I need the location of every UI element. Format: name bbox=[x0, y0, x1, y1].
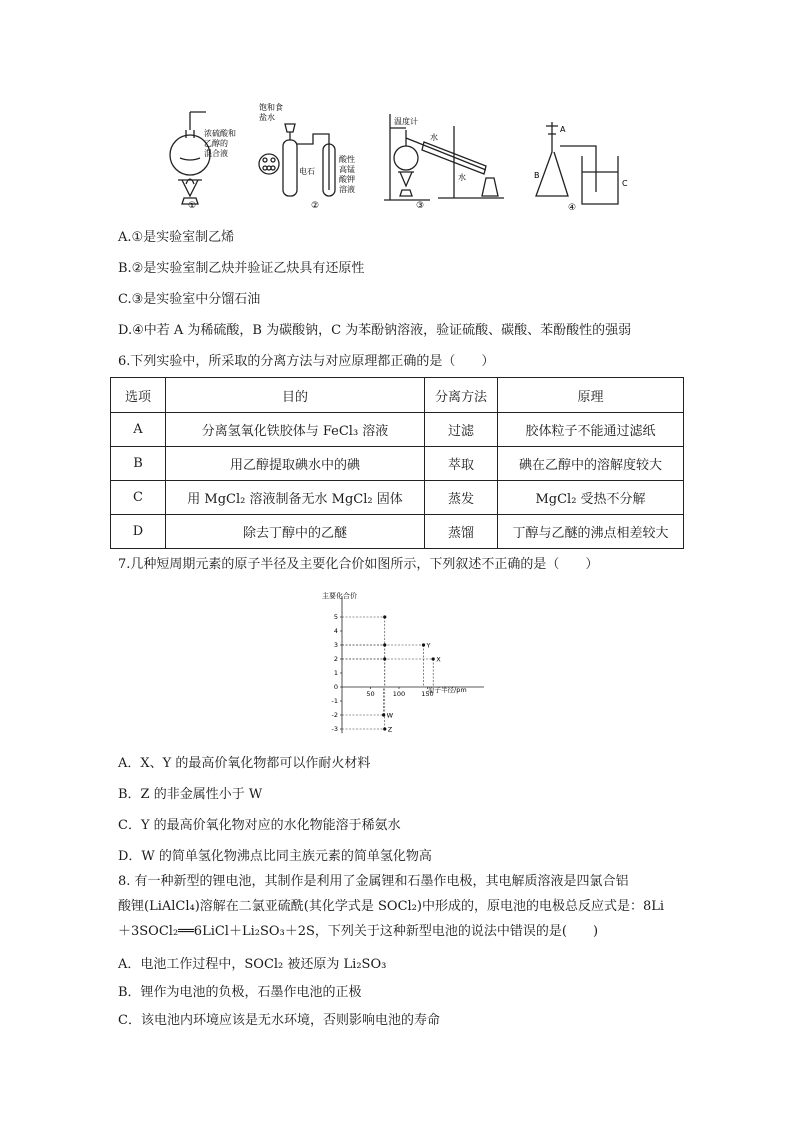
chart-y-tick-label: 3 bbox=[333, 641, 338, 650]
q7-option-a: A．X、Y 的最高价氧化物都可以作耐火材料 bbox=[118, 756, 371, 771]
chart-point bbox=[383, 643, 386, 646]
fig3-thermometer-label: 温度计 bbox=[394, 117, 418, 126]
fig3-water-label-1: 水 bbox=[430, 133, 438, 142]
fig2-right-label-line4: 溶液 bbox=[339, 185, 355, 194]
chart-y-tick-label: 5 bbox=[333, 613, 338, 622]
q8-line-1: 8. 有一种新型的锂电池，其制作是利用了金属锂和石墨作电极，其电解质溶液是四氯合铝 bbox=[118, 874, 629, 889]
table-row bbox=[111, 447, 684, 481]
cell-method: 萃取 bbox=[425, 447, 498, 481]
fig2-right-label-line2: 高锰 bbox=[339, 165, 355, 174]
chart-point bbox=[422, 643, 425, 646]
fig3-number: ③ bbox=[416, 201, 425, 210]
chart-x-tick-label: 150 bbox=[421, 690, 434, 698]
q8-option-b: B．锂作为电池的负极，石墨作电池的正极 bbox=[118, 985, 362, 1000]
table-header-row bbox=[111, 378, 684, 413]
cell-method: 过滤 bbox=[425, 413, 498, 447]
cell-method: 蒸发 bbox=[425, 481, 498, 515]
chart-point-label: W bbox=[386, 711, 394, 720]
cell-purpose: 用乙醇提取碘水中的碘 bbox=[166, 447, 425, 481]
fig2-top-label-line2: 盐水 bbox=[259, 113, 275, 122]
chart-y-tick-label: 0 bbox=[333, 683, 338, 692]
fig1-number: ① bbox=[188, 201, 197, 210]
q6-table bbox=[110, 377, 684, 549]
q7-stem: 7.几种短周期元素的原子半径及主要化合价如图所示，下列叙述不正确的是（ ） bbox=[118, 557, 599, 572]
fig1-label-line1: 浓硫酸和 bbox=[204, 129, 236, 138]
apparatus-figure-2 bbox=[255, 100, 365, 210]
header-principle: 原理 bbox=[498, 378, 684, 413]
chart-ylabel: 主要化合价 bbox=[322, 592, 357, 600]
cell-principle: 丁醇与乙醚的沸点相差较大 bbox=[498, 515, 684, 549]
cell-option: A bbox=[111, 413, 166, 447]
table-row bbox=[111, 481, 684, 515]
cell-purpose: 除去丁醇中的乙醚 bbox=[166, 515, 425, 549]
q7-option-c: C．Y 的最高价氧化物对应的水化物能溶于稀氨水 bbox=[118, 818, 401, 833]
q8-line-2: 酸锂(LiAlCl₄)溶解在二氯亚硫酰(其化学式是 SOCl₂)中形成的，原电池的电极总反应式是：8Li bbox=[118, 899, 665, 914]
chart-y-tick-label: -1 bbox=[331, 697, 338, 706]
fig4-number: ④ bbox=[568, 203, 577, 212]
chart-point-label: X bbox=[436, 655, 441, 664]
table-row bbox=[111, 515, 684, 549]
header-method: 分离方法 bbox=[425, 378, 498, 413]
fig2-top-label-line1: 饱和食 bbox=[259, 103, 283, 112]
fig2-stone-label: 电石 bbox=[299, 167, 315, 176]
apparatus-figure-1 bbox=[160, 100, 250, 210]
cell-purpose: 用 MgCl₂ 溶液制备无水 MgCl₂ 固体 bbox=[166, 481, 425, 515]
fig3-water-label-2: 水 bbox=[458, 173, 466, 182]
chart-y-tick-label: -3 bbox=[331, 725, 338, 734]
chart-point-label: Y bbox=[426, 641, 431, 650]
q5-option-c: C.③是实验室中分馏石油 bbox=[118, 292, 261, 307]
q5-option-a: A.①是实验室制乙烯 bbox=[118, 230, 235, 245]
q6-stem: 6.下列实验中，所采取的分离方法与对应原理都正确的是（ ） bbox=[118, 354, 495, 369]
fig4-label-c: C bbox=[622, 179, 628, 188]
cell-option: C bbox=[111, 481, 166, 515]
q7-chart bbox=[316, 588, 486, 736]
cell-principle: MgCl₂ 受热不分解 bbox=[498, 481, 684, 515]
chart-point bbox=[382, 713, 385, 716]
q8-option-c: C．该电池内环境应该是无水环境，否则影响电池的寿命 bbox=[118, 1013, 440, 1028]
apparatus-figure-4 bbox=[530, 112, 640, 212]
chart-xlabel: 原子半径/pm bbox=[428, 686, 467, 694]
header-purpose: 目的 bbox=[166, 378, 425, 413]
chart-point-label: Z bbox=[387, 725, 393, 734]
q8-option-a: A．电池工作过程中，SOCl₂ 被还原为 Li₂SO₃ bbox=[118, 957, 387, 972]
chart-y-tick-label: 4 bbox=[333, 627, 338, 636]
q7-option-b: B．Z 的非金属性小于 W bbox=[118, 787, 263, 802]
cell-method: 蒸馏 bbox=[425, 515, 498, 549]
chart-x-tick-label: 50 bbox=[366, 690, 375, 698]
chart-point bbox=[383, 615, 386, 618]
fig1-label-line3: 混合液 bbox=[204, 149, 228, 158]
cell-purpose: 分离氢氧化铁胶体与 FeCl₃ 溶液 bbox=[166, 413, 425, 447]
cell-option: D bbox=[111, 515, 166, 549]
table-row bbox=[111, 413, 684, 447]
fig2-right-label-line3: 酸钾 bbox=[339, 175, 355, 184]
apparatus-figure-3 bbox=[378, 108, 508, 210]
chart-point bbox=[432, 657, 435, 660]
cell-principle: 碘在乙醇中的溶解度较大 bbox=[498, 447, 684, 481]
q7-option-d: D．W 的简单氢化物沸点比同主族元素的简单氢化物高 bbox=[118, 849, 432, 864]
chart-x-tick-label: 100 bbox=[392, 690, 406, 698]
header-option: 选项 bbox=[111, 378, 166, 413]
fig2-number: ② bbox=[311, 201, 320, 210]
q5-option-b: B.②是实验室制乙炔并验证乙炔具有还原性 bbox=[118, 261, 365, 276]
q8-line-3: ＋3SOCl₂══6LiCl＋Li₂SO₃＋2S，下列关于这种新型电池的说法中错误的是( ) bbox=[118, 924, 599, 939]
q7-chart-svg bbox=[316, 588, 486, 736]
fig2-right-label-line1: 酸性 bbox=[339, 155, 355, 164]
fig1-label-line2: 乙醇的 bbox=[204, 139, 228, 148]
chart-y-tick-label: -2 bbox=[331, 711, 338, 720]
q5-option-d: D.④中若 A 为稀硫酸，B 为碳酸钠，C 为苯酚钠溶液，验证硫酸、碳酸、苯酚酸性的强弱 bbox=[118, 323, 632, 338]
cell-option: B bbox=[111, 447, 166, 481]
chart-y-tick-label: 1 bbox=[333, 669, 338, 678]
chart-point bbox=[383, 657, 386, 660]
fig4-label-b: B bbox=[534, 171, 540, 180]
chart-y-tick-label: 2 bbox=[333, 655, 338, 664]
chart-point bbox=[383, 727, 386, 730]
cell-principle: 胶体粒子不能通过滤纸 bbox=[498, 413, 684, 447]
fig4-label-a: A bbox=[560, 125, 566, 134]
